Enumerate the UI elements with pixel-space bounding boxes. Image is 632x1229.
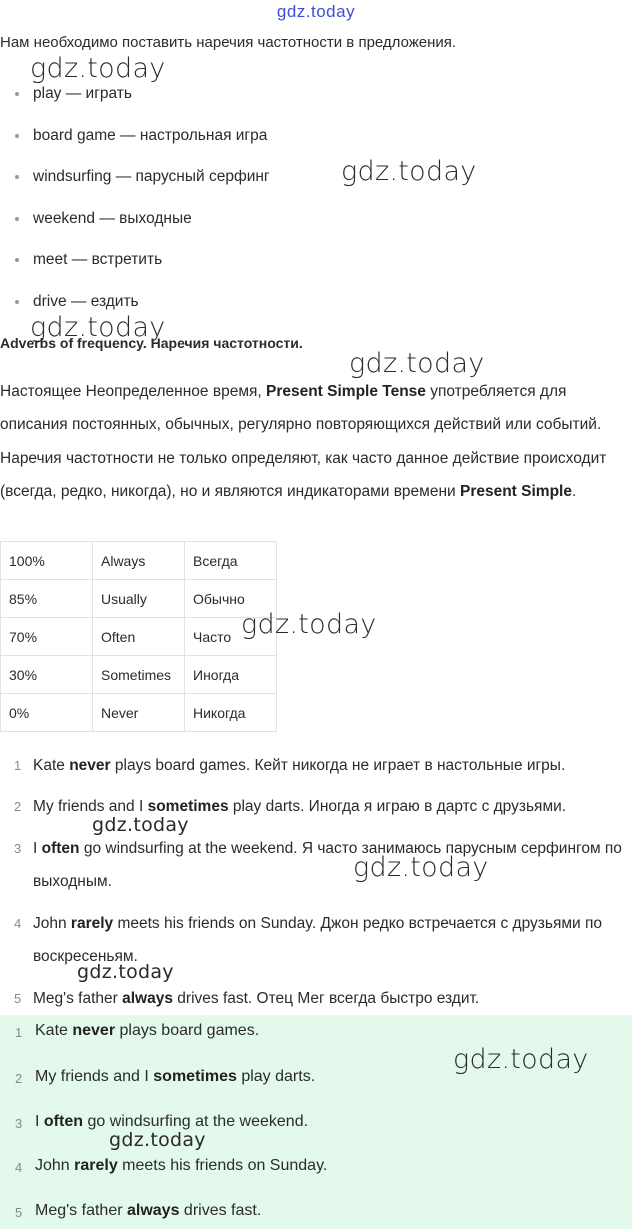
vocabulary-list (0, 72, 270, 322)
watermark: gdz.today (92, 814, 189, 836)
table-row: 100% Always Всегда (1, 542, 277, 580)
table-row: 70% Often Часто (1, 618, 277, 656)
bullet-icon (15, 217, 19, 221)
site-watermark-top: gdz.today (276, 2, 356, 21)
bullet-icon (15, 134, 19, 138)
frequency-table (0, 541, 277, 732)
bullet-icon (15, 175, 19, 179)
list-item: meet — встретить (0, 238, 270, 280)
list-item: drive — ездить (0, 280, 270, 322)
bullet-icon (15, 92, 19, 96)
bullet-icon (15, 300, 19, 304)
grammar-paragraph: Настоящее Неопределенное время, Present Simple Tense употребляется для описания постоянных, обычных, регулярно повторяющихся действий или событий. Наречия частотности не только определяют, как часто данное действие происходит (всегда, редко, никогда), но и являются индикаторами времени Present Simple. (0, 383, 607, 500)
watermark: gdz.today (241, 609, 377, 640)
list-item: board game — настрольная игра (0, 114, 270, 156)
watermark: gdz.today (341, 156, 477, 187)
table-row: 0% Never Никогда (1, 694, 277, 732)
table-row: 85% Usually Обычно (1, 580, 277, 618)
watermark: gdz.today (77, 961, 174, 983)
list-item: play — играть (0, 72, 270, 114)
watermark: gdz.today (353, 852, 489, 883)
watermark: gdz.today (453, 1044, 589, 1075)
bullet-icon (15, 258, 19, 262)
watermark: gdz.today (30, 53, 166, 84)
section-subtitle: Adverbs of frequency. Наречия частотности. (0, 338, 303, 351)
table-row: 30% Sometimes Иногда (1, 656, 277, 694)
list-item: windsurfing — парусный серфинг (0, 155, 270, 197)
watermark: gdz.today (30, 312, 166, 343)
intro-text: Нам необходимо поставить наречия частотности в предложения. (0, 34, 457, 51)
watermark: gdz.today (349, 348, 485, 379)
list-item: weekend — выходные (0, 197, 270, 239)
watermark: gdz.today (109, 1129, 206, 1151)
